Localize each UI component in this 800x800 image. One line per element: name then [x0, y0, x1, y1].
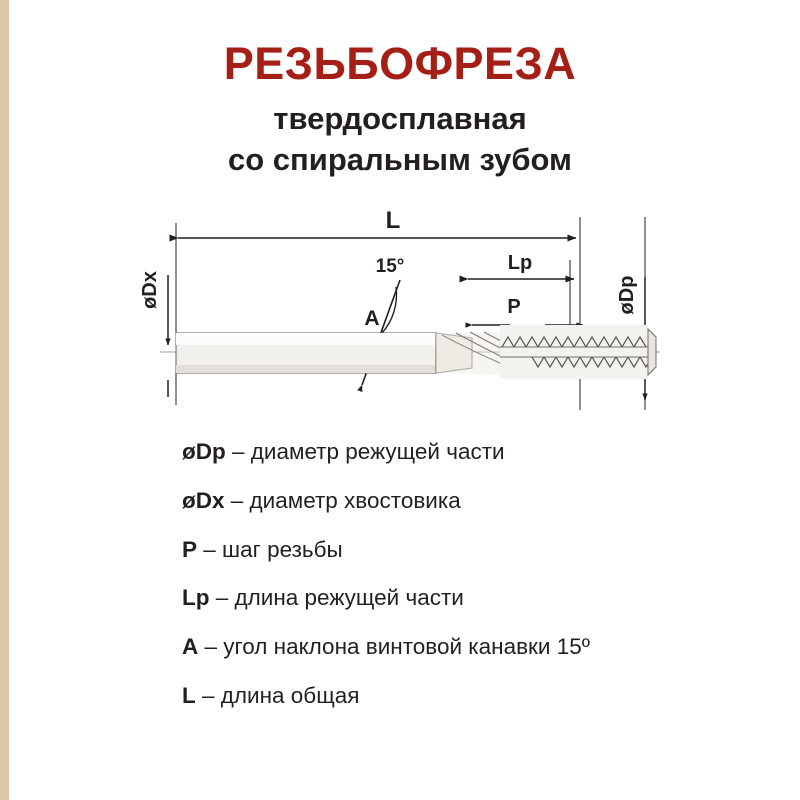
legend-term: øDp [182, 439, 226, 464]
legend-term: øDx [182, 487, 225, 513]
tool-technical-drawing [100, 205, 700, 430]
extension-lines [176, 217, 645, 410]
label-angle-letter: A [364, 307, 380, 330]
legend-text: длина общая [220, 682, 360, 708]
cutting-part [500, 325, 648, 379]
tool-tip [648, 329, 656, 375]
page-subtitle [0, 99, 800, 180]
list-item [182, 536, 652, 565]
page-subtitle-line-1: твердосплавная [273, 101, 527, 137]
label-overall-length: L [385, 207, 401, 234]
legend-text: диаметр режущей части [250, 439, 505, 464]
label-angle-value: 15° [375, 256, 405, 277]
legend-text: угол наклона винтовой канавки 15º [223, 634, 590, 660]
list-item [182, 487, 652, 516]
legend-dash: – [198, 634, 224, 660]
list-item [182, 438, 652, 467]
list-item [182, 584, 652, 613]
legend-term: P [182, 536, 198, 562]
label-cutting-diameter: øDp [616, 275, 638, 315]
page-subtitle-line-2: со спиральным зубом [228, 141, 572, 177]
label-cutting-length: Lp [507, 252, 533, 274]
list-item [182, 633, 652, 662]
page-title: РЕЗЬБОФРЕЗА [223, 38, 577, 89]
header [0, 40, 800, 180]
legend-text: шаг резьбы [222, 536, 343, 562]
legend-term: L [182, 682, 196, 708]
legend-text: длина режущей части [234, 585, 464, 611]
label-pitch: P [507, 296, 521, 318]
legend-text: диаметр хвостовика [249, 487, 461, 513]
legend-dash: – [225, 439, 251, 464]
legend-dash: – [195, 682, 221, 708]
legend-term: Lp [182, 585, 210, 611]
legend-dash: – [209, 585, 235, 611]
tool-silhouette [160, 325, 660, 379]
label-shank-diameter: øDx [139, 271, 161, 309]
legend-term: A [182, 634, 199, 660]
legend [182, 438, 782, 731]
legend-dash: – [224, 487, 250, 513]
legend-dash: – [197, 536, 223, 562]
list-item [182, 682, 652, 711]
